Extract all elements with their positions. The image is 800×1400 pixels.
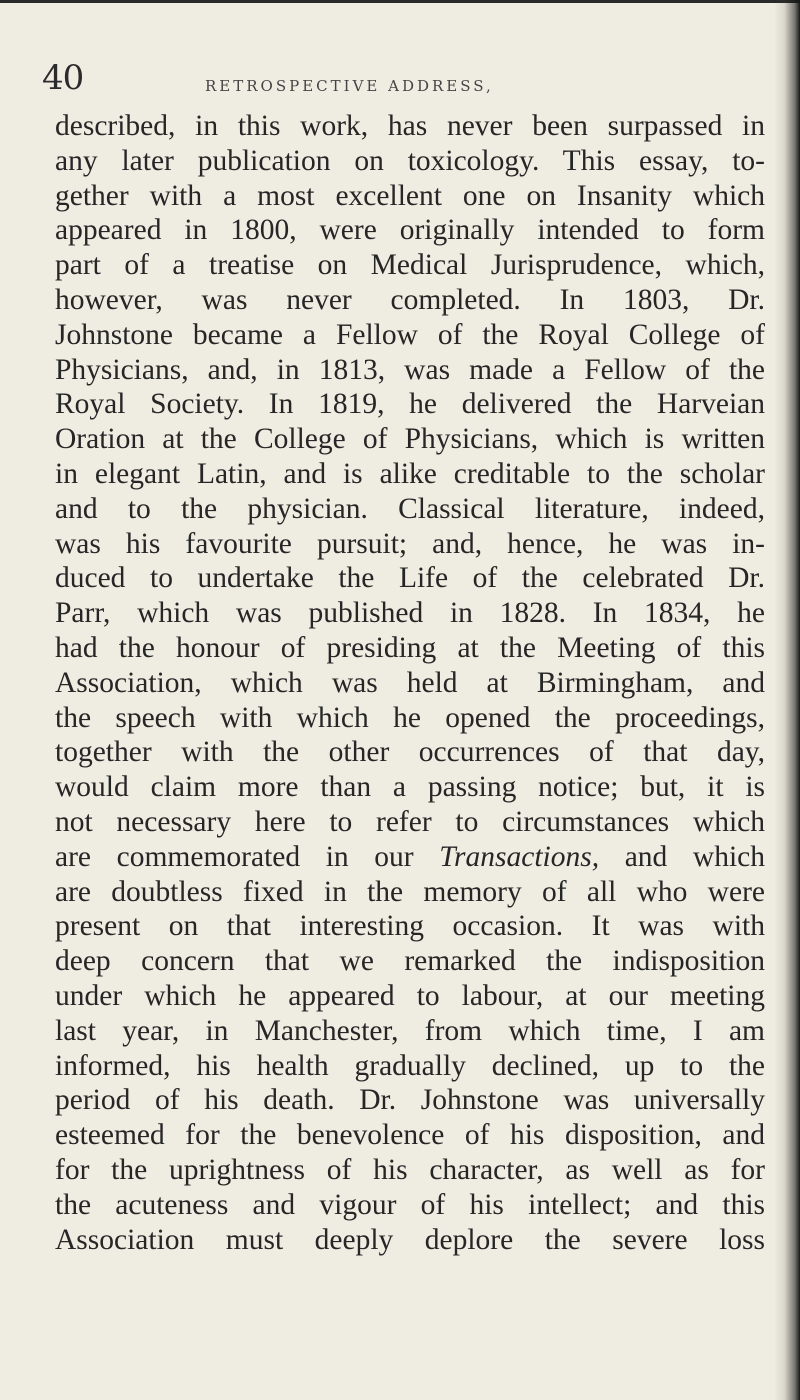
text-line: described, in this work, has never been surpassed in <box>55 110 765 142</box>
text-line: gether with a most excellent one on Insanity which <box>55 179 765 212</box>
text-line: would claim more than a passing notice; but, it is <box>55 771 765 804</box>
text-line: for the uprightness of his character, as well as for <box>55 1153 765 1186</box>
text-line: appeared in 1800, were originally intended to form <box>55 214 765 247</box>
top-edge-rule <box>0 0 800 3</box>
text-line: in elegant Latin, and is alike creditable to the scholar <box>55 457 765 490</box>
running-head: RETROSPECTIVE ADDRESS, <box>205 77 494 95</box>
text-fragment: are commemorated in our <box>55 840 414 873</box>
text-line: part of a treatise on Medical Jurisprudence, which, <box>55 249 765 282</box>
text-line: was his favourite pursuit; and, hence, he was in- <box>55 527 765 560</box>
text-line-last: Association must deeply deplore the severe loss <box>55 1223 765 1256</box>
page-number: 40 <box>42 58 84 98</box>
text-line: esteemed for the benevolence of his disposition, and <box>55 1119 765 1152</box>
text-line: Oration at the College of Physicians, which is written <box>55 423 765 456</box>
text-line-with-italic <box>55 840 765 875</box>
text-line: Parr, which was published in 1828. In 1834, he <box>55 597 765 630</box>
text-line: and to the physician. Classical literature, indeed, <box>55 492 765 525</box>
text-line: Royal Society. In 1819, he delivered the Harveian <box>55 388 765 421</box>
text-line: present on that interesting occasion. It was with <box>55 910 765 943</box>
text-line: are doubtless fixed in the memory of all who were <box>55 875 765 908</box>
body-text <box>55 109 765 1257</box>
text-line: the speech with which he opened the proceedings, <box>55 701 765 734</box>
text-line: Johnstone became a Fellow of the Royal College of <box>55 318 765 351</box>
text-line: deep concern that we remarked the indisposition <box>55 945 765 978</box>
text-line: however, was never completed. In 1803, Dr. <box>55 283 765 316</box>
italic-title-transactions: Transactions, <box>439 840 600 873</box>
text-line: Association, which was held at Birmingham, and <box>55 666 765 699</box>
text-line: together with the other occurrences of that day, <box>55 736 765 769</box>
text-fragment: and which <box>624 840 766 873</box>
text-line: not necessary here to refer to circumstances which <box>55 805 765 838</box>
text-line: Physicians, and, in 1813, was made a Fellow of the <box>55 353 765 386</box>
text-line: duced to undertake the Life of the celebrated Dr. <box>55 562 765 595</box>
text-line: period of his death. Dr. Johnstone was universally <box>55 1084 765 1117</box>
text-line: the acuteness and vigour of his intellect; and this <box>55 1188 765 1221</box>
text-line: under which he appeared to labour, at our meeting <box>55 979 765 1012</box>
binding-shadow <box>774 0 800 1400</box>
text-line: had the honour of presiding at the Meeting of this <box>55 631 765 664</box>
text-line: last year, in Manchester, from which time, I am <box>55 1014 765 1047</box>
text-line: any later publication on toxicology. This essay, to- <box>55 144 765 177</box>
text-line: informed, his health gradually declined, up to the <box>55 1049 765 1082</box>
